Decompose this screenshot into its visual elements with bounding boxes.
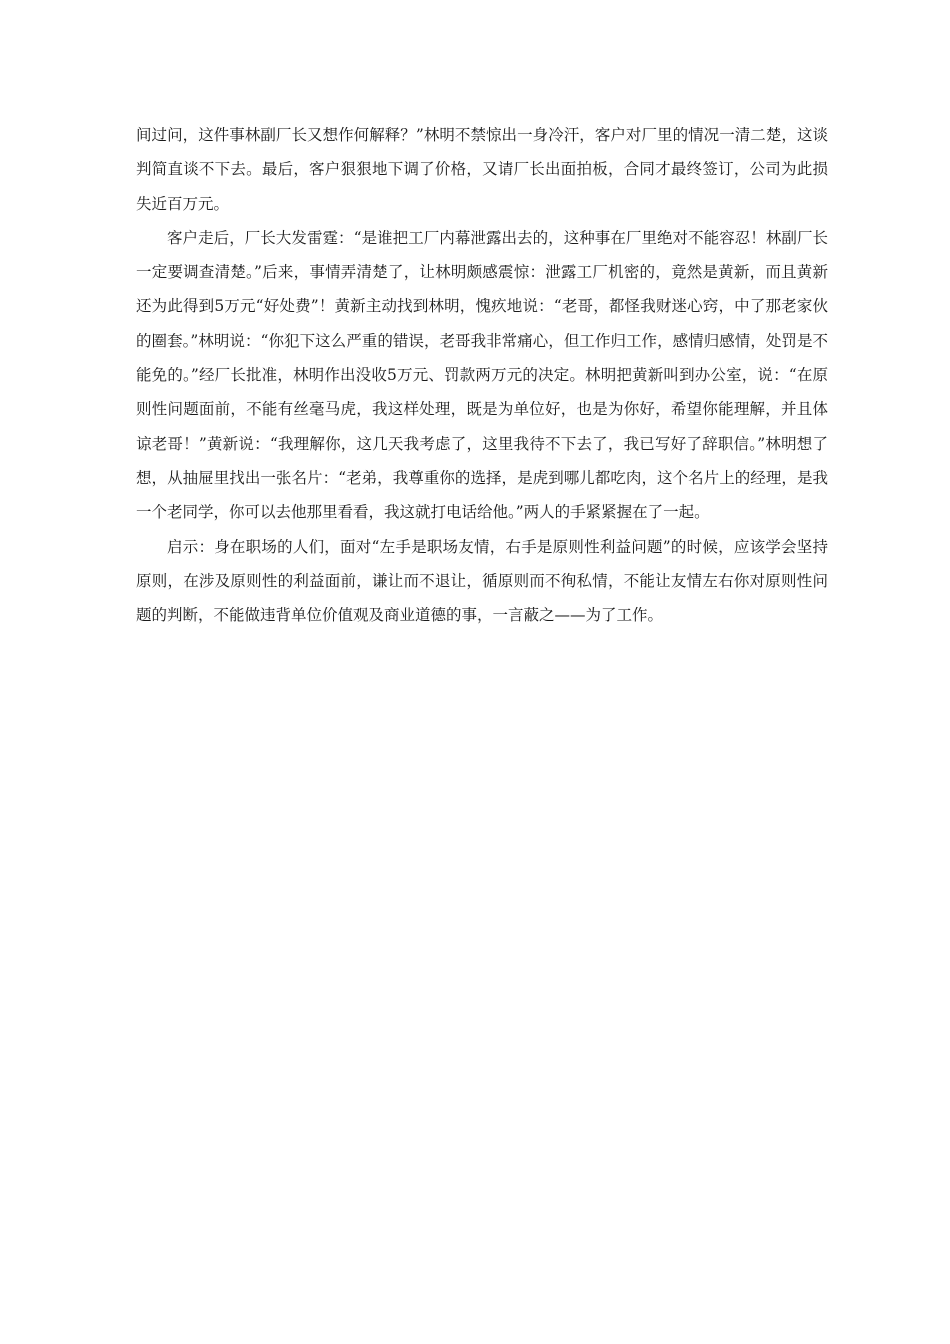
- document-body: [136, 118, 828, 632]
- paragraph-3: 启示：身在职场的人们，面对“左手是职场友情，右手是原则性利益问题”的时候，应该学会坚持原则，在涉及原则性的利益面前，谦让而不退让，循原则而不徇私情，不能让友情左右你对原则性问题的判断，不能做违背单位价值观及商业道德的事，一言蔽之——为了工作。: [136, 537, 828, 625]
- paragraph-2: 客户走后，厂长大发雷霆：“是谁把工厂内幕泄露出去的，这种事在厂里绝对不能容忍！林副厂长一定要调查清楚。”后来，事情弄清楚了，让林明颇感震惊：泄露工厂机密的，竟然是黄新，而且黄新还为此得到5万元“好处费”！黄新主动找到林明，愧疚地说：“老哥，都怪我财迷心窍，中了那老家伙的圈套。”林明说：“你犯下这么严重的错误，老哥我非常痛心，但工作归工作，感情归感情，处罚是不能免的。”经厂长批准，林明作出没收5万元、罚款两万元的决定。林明把黄新叫到办公室，说：“在原则性问题面前，不能有丝毫马虎，我这样处理，既是为单位好，也是为你好，希望你能理解，并且体谅老哥！”黄新说：“我理解你，这几天我考虑了，这里我待不下去了，我已写好了辞职信。”林明想了想，从抽屉里找出一张名片：“老弟，我尊重你的选择，是虎到哪儿都吃肉，这个名片上的经理，是我一个老同学，你可以去他那里看看，我这就打电话给他。”两人的手紧紧握在了一起。: [136, 228, 828, 522]
- paragraph-1: 间过问，这件事林副厂长又想作何解释？”林明不禁惊出一身冷汗，客户对厂里的情况一清二楚，这谈判简直谈不下去。最后，客户狠狠地下调了价格，又请厂长出面拍板，合同才最终签订，公司为此损失近百万元。: [136, 126, 828, 213]
